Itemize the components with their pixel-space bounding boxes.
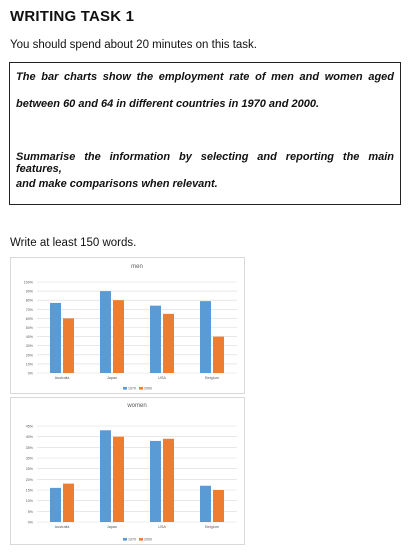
- bar-australia-1970: [50, 303, 61, 373]
- x-tick-label: Japan: [106, 525, 118, 529]
- legend-swatch-1970: [123, 387, 127, 390]
- bar-usa-2000: [163, 439, 174, 522]
- legend-swatch-2000: [139, 538, 143, 541]
- y-tick-label: 20%: [25, 353, 33, 358]
- y-tick-label: 15%: [25, 488, 33, 493]
- bar-belgium-2000: [213, 490, 224, 522]
- bar-belgium-1970: [200, 301, 211, 373]
- legend-label-2000: 2000: [144, 537, 152, 542]
- bar-japan-1970: [100, 291, 111, 373]
- y-tick-label: 0%: [27, 520, 33, 525]
- bar-belgium-1970: [200, 486, 211, 522]
- task-prompt-line-2: between 60 and 64 in different countries in 1970 and 2000.: [16, 98, 320, 110]
- y-tick-label: 10%: [25, 362, 33, 367]
- bar-australia-1970: [50, 488, 61, 522]
- y-tick-label: 60%: [25, 316, 33, 321]
- chart-title: women: [127, 403, 147, 409]
- legend-swatch-2000: [139, 387, 143, 390]
- men-chart: [11, 258, 246, 395]
- bar-japan-2000: [113, 437, 124, 522]
- bar-australia-2000: [63, 484, 74, 522]
- x-tick-label: Australia: [54, 376, 70, 380]
- x-tick-label: Japan: [106, 376, 118, 380]
- legend-label-1970: 1970: [128, 537, 136, 542]
- task-prompt-box: [9, 62, 401, 205]
- y-tick-label: 50%: [25, 326, 33, 330]
- legend-swatch-1970: [123, 538, 127, 541]
- y-tick-label: 40%: [25, 435, 33, 440]
- task-prompt-line-4: and make comparisons when relevant.: [16, 178, 218, 190]
- y-tick-label: 10%: [25, 499, 33, 504]
- bar-usa-2000: [163, 314, 174, 373]
- legend-label-2000: 2000: [144, 386, 152, 391]
- task-prompt-line-3: Summarise the information by selecting and reporting the main features,: [16, 151, 394, 175]
- x-tick-label: Belgium: [205, 525, 219, 529]
- bar-usa-1970: [150, 441, 161, 522]
- time-instruction: You should spend about 20 minutes on this task.: [10, 39, 257, 51]
- y-tick-label: 45%: [25, 424, 33, 429]
- women-chart-panel: [10, 397, 245, 545]
- x-tick-label: USA: [158, 376, 166, 380]
- men-chart-panel: [10, 257, 245, 394]
- chart-title: men: [131, 264, 143, 270]
- bar-belgium-2000: [213, 337, 224, 373]
- legend-label-1970: 1970: [128, 386, 136, 391]
- y-tick-label: 25%: [25, 467, 33, 472]
- page-title: WRITING TASK 1: [10, 8, 135, 25]
- women-chart: [11, 398, 246, 546]
- x-tick-label: USA: [158, 525, 166, 529]
- word-count-instruction: Write at least 150 words.: [10, 237, 137, 249]
- bar-australia-2000: [63, 318, 74, 373]
- bar-japan-2000: [113, 300, 124, 373]
- bar-japan-1970: [100, 430, 111, 522]
- y-tick-label: 100%: [23, 280, 33, 285]
- y-tick-label: 40%: [25, 335, 33, 340]
- y-tick-label: 35%: [25, 445, 33, 450]
- y-tick-label: 80%: [25, 298, 33, 303]
- y-tick-label: 30%: [25, 344, 33, 349]
- task-prompt-line-1: The bar charts show the employment rate of men and women aged: [16, 71, 394, 83]
- y-tick-label: 70%: [25, 307, 33, 312]
- y-tick-label: 30%: [25, 456, 33, 461]
- x-tick-label: Belgium: [205, 376, 219, 380]
- x-tick-label: Australia: [54, 525, 70, 529]
- y-tick-label: 0%: [27, 371, 33, 376]
- y-tick-label: 90%: [25, 289, 33, 294]
- bar-usa-1970: [150, 306, 161, 373]
- y-tick-label: 20%: [25, 477, 33, 482]
- y-tick-label: 5%: [27, 509, 33, 514]
